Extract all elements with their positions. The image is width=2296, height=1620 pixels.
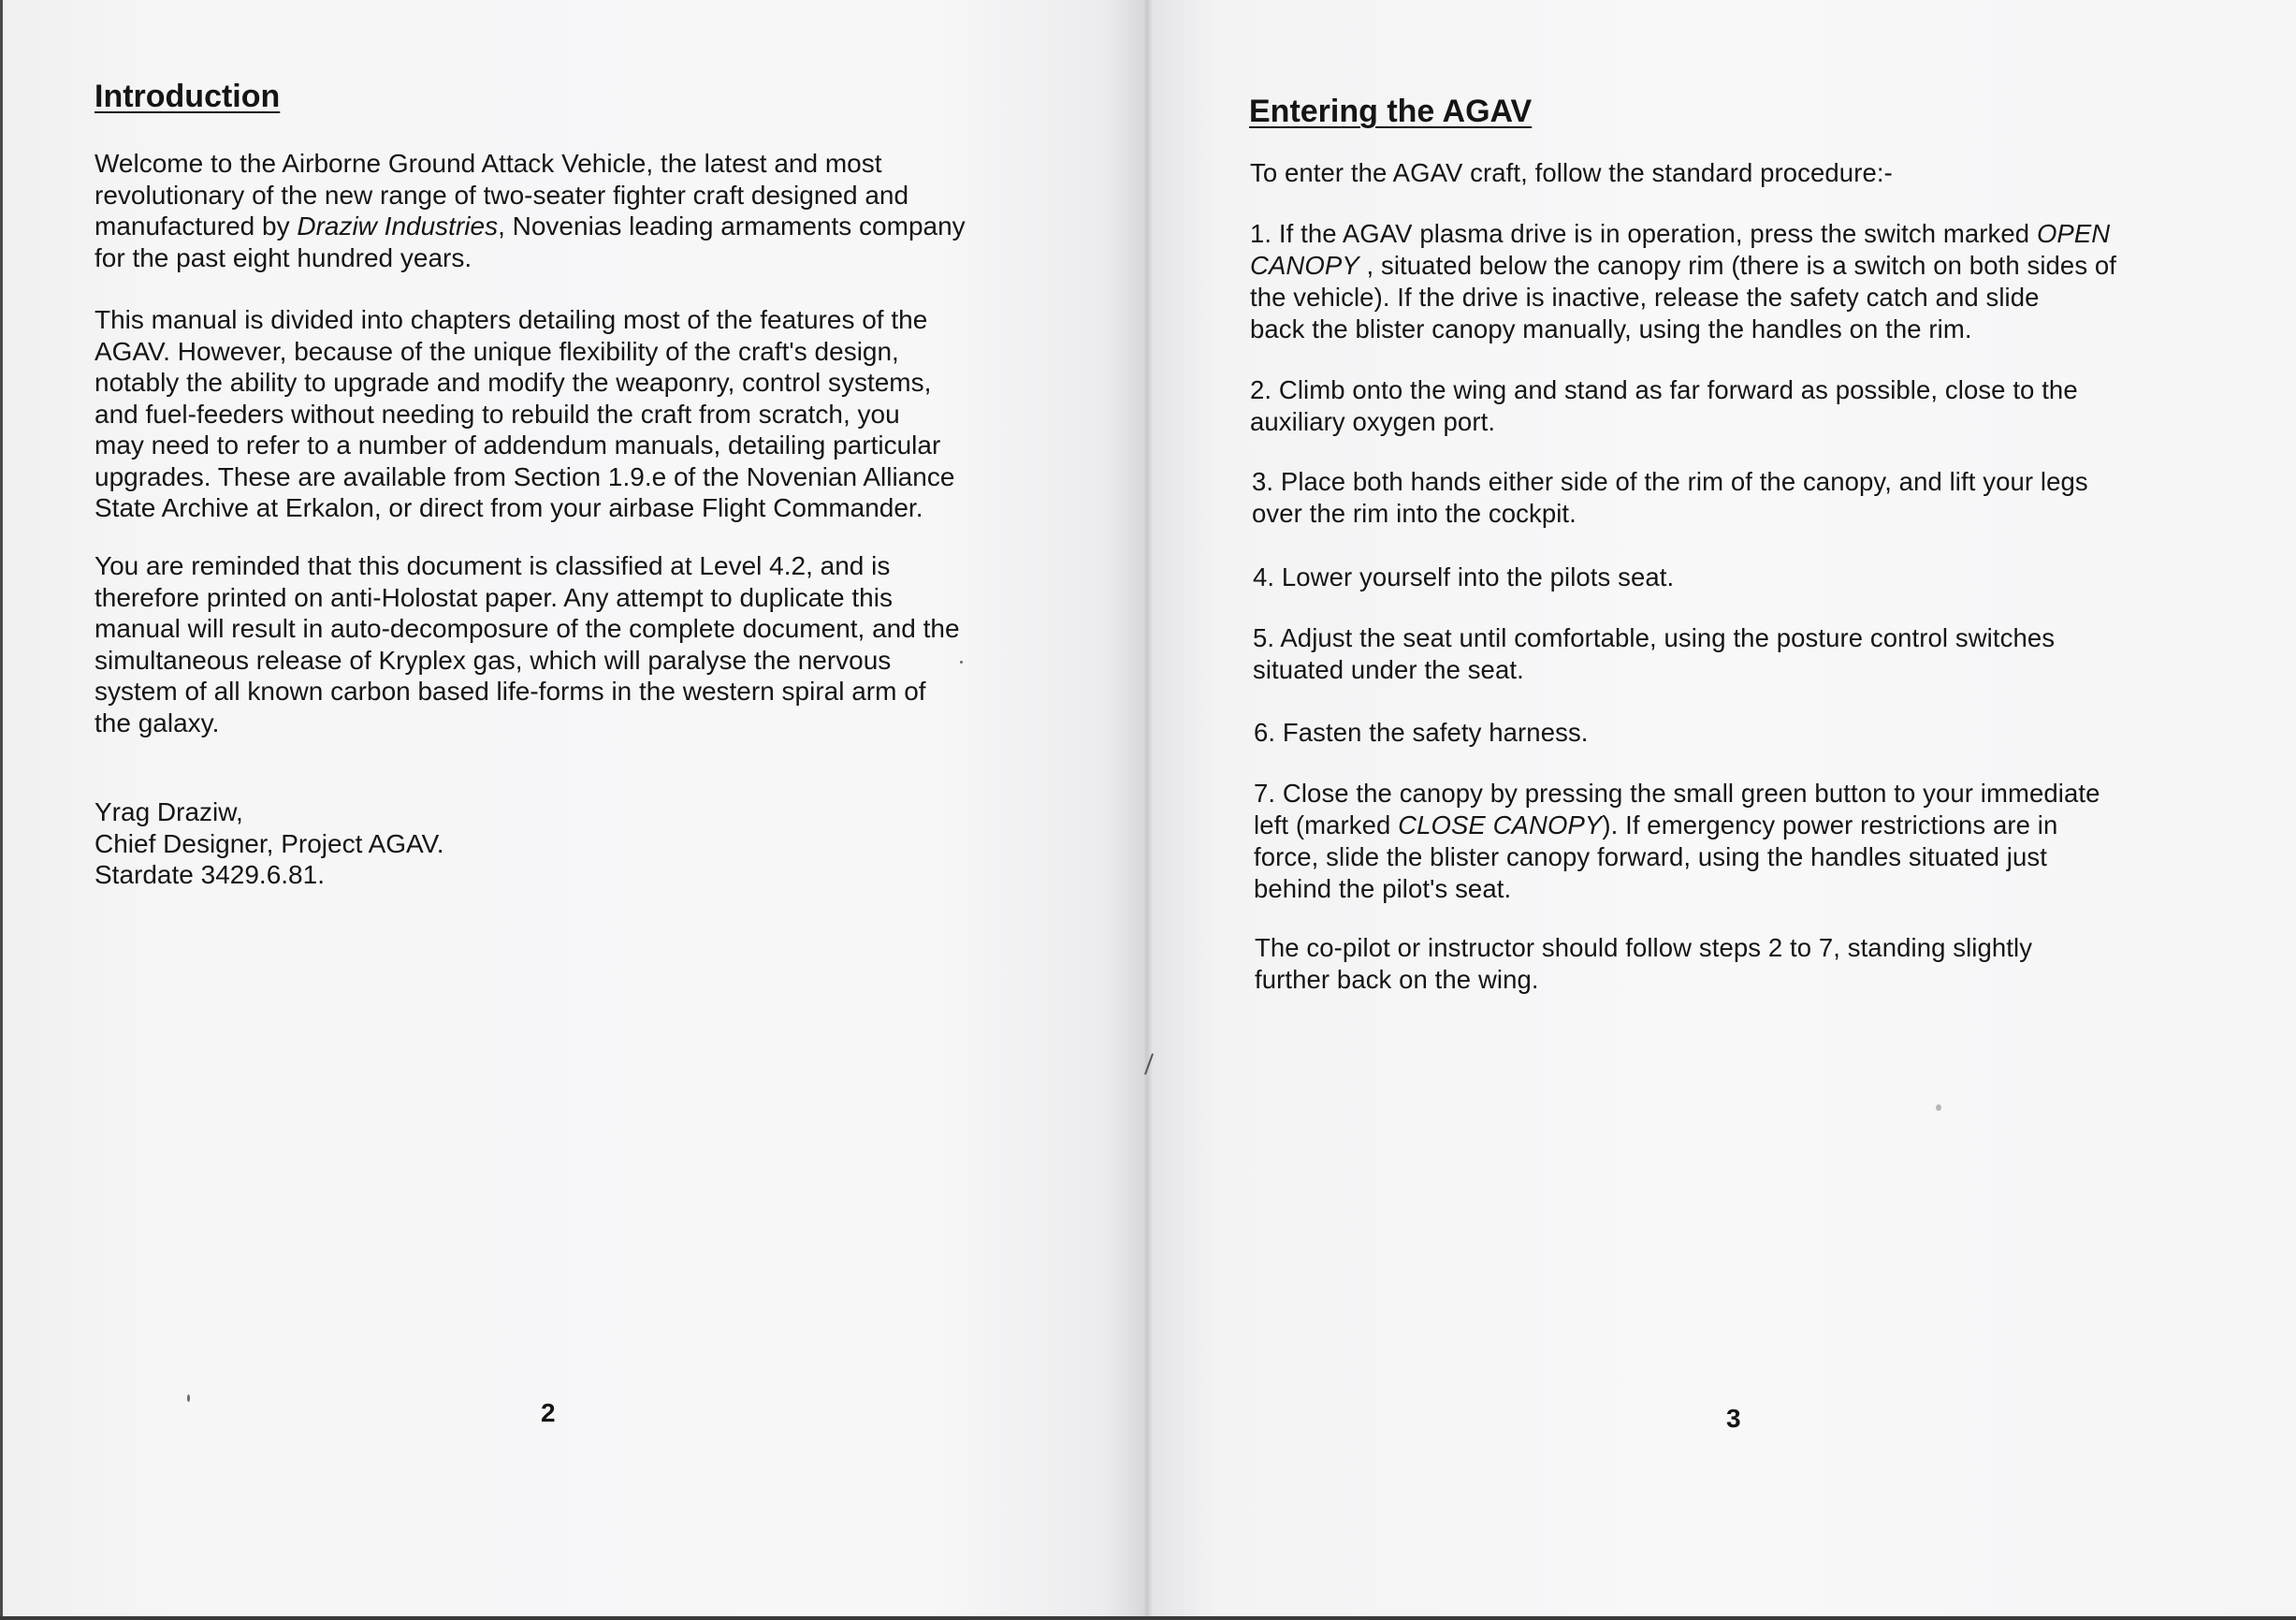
left-page	[0, 0, 1146, 1616]
page-number-left: 2	[541, 1398, 556, 1427]
text-line	[94, 211, 966, 242]
text-line: force, slide the blister canopy forward, using the handles situated just	[1254, 842, 2047, 871]
text-fragment: 1. If the AGAV plasma drive is in operation, press the switch marked	[1250, 219, 2037, 248]
text-line: This manual is divided into chapters detailing most of the features of the	[94, 305, 928, 334]
copilot-note	[1255, 932, 2032, 996]
step-5	[1253, 622, 2055, 686]
button-label: CLOSE CANOPY	[1398, 810, 1603, 839]
text-line: for the past eight hundred years.	[94, 242, 472, 272]
warning-paragraph	[94, 550, 960, 738]
text-line	[1250, 250, 2116, 282]
text-line	[1254, 810, 2100, 841]
text-line: system of all known carbon based life-forms in the western spiral arm of	[94, 677, 926, 706]
text-line: and fuel-feeders without needing to rebuild the craft from scratch, you	[94, 399, 900, 429]
switch-label: OPEN	[2036, 219, 2111, 248]
company-name: Draziw Industries	[297, 212, 499, 241]
text-line: auxiliary oxygen port.	[1250, 407, 1496, 436]
text-fragment: ). If emergency power restrictions are in	[1602, 810, 2058, 839]
text-fragment: , Novenias leading armaments company	[498, 212, 966, 241]
page-number-right: 3	[1726, 1404, 1741, 1433]
text-line: manual will result in auto-decomposure of the complete document, and the	[94, 614, 960, 643]
procedure-intro: To enter the AGAV craft, follow the standard procedure:-	[1250, 158, 1893, 187]
signature-block	[94, 796, 444, 891]
paper-speck	[1936, 1104, 1941, 1111]
scan-bottom-edge	[0, 1616, 2296, 1620]
text-line: State Archive at Erkalon, or direct from your airbase Flight Commander.	[94, 493, 923, 522]
text-fragment: manufactured by	[94, 212, 298, 241]
text-line: upgrades. These are available from Section 1.9.e of the Novenian Alliance	[94, 461, 955, 491]
text-line: 2. Climb onto the wing and stand as far forward as possible, close to the	[1250, 375, 2078, 404]
text-line: 5. Adjust the seat until comfortable, using the posture control switches	[1253, 623, 2056, 652]
text-line: the vehicle). If the drive is inactive, release the safety catch and slide	[1250, 283, 2040, 312]
step-6: 6. Fasten the safety harness.	[1254, 718, 1589, 747]
manual-paragraph	[94, 304, 954, 524]
text-line: the galaxy.	[94, 708, 220, 737]
text-line: 7. Close the canopy by pressing the small green button to your immediate	[1254, 779, 2100, 808]
step-2	[1250, 374, 2078, 438]
text-line: The co-pilot or instructor should follow steps 2 to 7, standing slightly	[1255, 933, 2033, 962]
paper-speck	[960, 661, 963, 664]
signature-name: Yrag Draziw,	[94, 797, 243, 826]
step-4: 4. Lower yourself into the pilots seat.	[1253, 562, 1675, 591]
step-1	[1250, 218, 2116, 345]
text-line: back the blister canopy manually, using the handles on the rim.	[1250, 314, 1972, 343]
entering-heading: Entering the AGAV	[1249, 94, 1533, 129]
signature-title: Chief Designer, Project AGAV.	[94, 828, 444, 858]
text-line: behind the pilot's seat.	[1254, 874, 1512, 903]
step-3	[1252, 466, 2088, 530]
paper-speck	[187, 1394, 190, 1402]
text-line: revolutionary of the new range of two-seater fighter craft designed and	[94, 180, 909, 210]
step-7	[1254, 778, 2100, 905]
text-line: AGAV. However, because of the unique flexibility of the craft's design,	[94, 336, 899, 366]
signature-stardate: Stardate 3429.6.81.	[94, 860, 325, 889]
text-line: over the rim into the cockpit.	[1252, 499, 1577, 528]
text-line: simultaneous release of Kryplex gas, which will paralyse the nervous	[94, 645, 892, 675]
intro-paragraph	[94, 148, 966, 273]
text-line: notably the ability to upgrade and modify the weaponry, control systems,	[94, 368, 932, 397]
text-line: You are reminded that this document is classified at Level 4.2, and is	[94, 551, 891, 580]
text-line: therefore printed on anti-Holostat paper. Any attempt to duplicate this	[94, 582, 893, 612]
text-line: further back on the wing.	[1255, 965, 1539, 994]
text-line: may need to refer to a number of addendum manuals, detailing particular	[94, 431, 941, 460]
text-fragment: , situated below the canopy rim (there is a switch on both sides of	[1359, 251, 2117, 280]
text-line: 3. Place both hands either side of the rim of the canopy, and lift your legs	[1252, 467, 2088, 496]
introduction-heading: Introduction	[94, 79, 281, 114]
text-line: situated under the seat.	[1253, 655, 1524, 684]
text-line	[1250, 218, 2116, 250]
text-fragment: left (marked	[1254, 810, 1399, 839]
text-line: Welcome to the Airborne Ground Attack Vehicle, the latest and most	[94, 149, 882, 178]
switch-label: CANOPY	[1250, 251, 1359, 280]
right-page	[1149, 0, 2296, 1616]
